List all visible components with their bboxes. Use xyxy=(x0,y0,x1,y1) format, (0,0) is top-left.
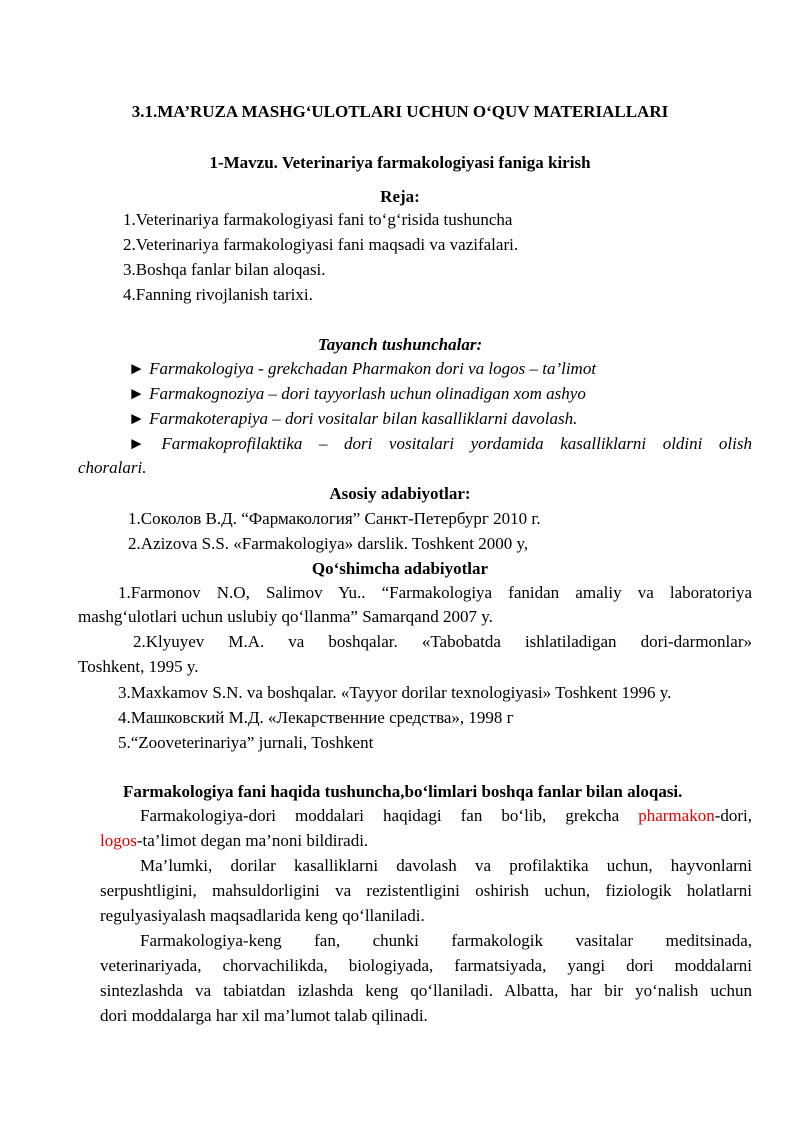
bullet-icon: ► xyxy=(128,434,145,453)
paragraph-line: regulyasiyalash maqsadlarida keng qo‘llaniladi. xyxy=(100,906,425,925)
plan-heading: Reja: xyxy=(380,187,420,206)
concept-item xyxy=(128,382,586,406)
plan-item: 3.Boshqa fanlar bilan aloqasi. xyxy=(123,260,326,279)
main-title: 3.1.MA’RUZA MASHG‘ULOTLARI UCHUN O‘QUV MATERIALLARI xyxy=(131,102,669,121)
literature-item: 2.Klyuyev M.A. va boshqalar. «Tabobatda ishlatiladigan dori-darmonlar» xyxy=(133,632,752,651)
paragraph-line: serpushtligini, mahsuldorligini va rezistentligini oshirish uchun, fiziologik holatlarni xyxy=(100,881,752,900)
concept-item xyxy=(128,432,752,456)
paragraph-line xyxy=(100,829,368,853)
literature-item: 3.Maxkamov S.N. va boshqalar. «Tayyor dorilar texnologiyasi» Toshkent 1996 y. xyxy=(118,683,672,702)
concept-item xyxy=(128,357,596,381)
paragraph-line: dori moddalarga har xil ma’lumot talab qilinadi. xyxy=(100,1006,428,1025)
literature-item: 4.Машковский М.Д. «Лекарственние средства», 1998 г xyxy=(118,708,514,727)
concept-item xyxy=(128,407,577,431)
highlight-term: logos xyxy=(100,831,137,850)
paragraph-text: -dori, xyxy=(714,806,752,825)
literature-item-continuation: mashg‘ulotlari uchun uslubiy qo‘llanma” Samarqand 2007 y. xyxy=(78,607,493,626)
concept-text: Farmakoprofilaktika – dori vositalari yordamida kasalliklarni oldini olish xyxy=(161,434,752,453)
bullet-icon: ► xyxy=(128,384,145,403)
paragraph-line: Ma’lumki, dorilar kasalliklarni davolash va profilaktika uchun, hayvonlarni xyxy=(140,856,752,875)
bullet-icon: ► xyxy=(128,359,145,378)
bullet-icon: ► xyxy=(128,409,145,428)
literature-item: 5.“Zooveterinariya” jurnali, Toshkent xyxy=(118,733,374,752)
literature-item: 2.Azizova S.S. «Farmakologiya» darslik. Toshkent 2000 y, xyxy=(128,534,529,553)
concept-text: Farmakoterapiya – dori vositalar bilan kasalliklarni davolash. xyxy=(149,409,578,428)
paragraph-line: Farmakologiya-keng fan, chunki farmakologik vasitalar meditsinada, xyxy=(140,931,752,950)
highlight-term: pharmakon xyxy=(638,806,715,825)
concept-text: Farmakognoziya – dori tayyorlash uchun olinadigan xom ashyo xyxy=(149,384,586,403)
topic-title: 1-Mavzu. Veterinariya farmakologiyasi faniga kirish xyxy=(209,153,591,172)
paragraph-line xyxy=(140,804,752,828)
main-literature-heading: Asosiy adabiyotlar: xyxy=(329,484,471,503)
plan-item: 1.Veterinariya farmakologiyasi fani to‘g‘risida tushuncha xyxy=(123,210,513,229)
plan-item: 4.Fanning rivojlanish tarixi. xyxy=(123,285,313,304)
key-concepts-heading: Tayanch tushunchalar: xyxy=(317,335,483,354)
paragraph-line: sintezlashda va tabiatdan izlashda keng qo‘llaniladi. Albatta, har bir yo‘nalish uchun xyxy=(100,981,752,1000)
concept-item-continuation: choralari. xyxy=(78,458,147,477)
literature-item-continuation: Toshkent, 1995 y. xyxy=(78,657,199,676)
paragraph-line: veterinariyada, chorvachilikda, biologiyada, farmatsiyada, yangi dori moddalarni xyxy=(100,956,752,975)
literature-item: 1.Farmonov N.O, Salimov Yu.. “Farmakologiya fanidan amaliy va laboratoriya xyxy=(118,583,752,602)
paragraph-text: Farmakologiya-dori moddalari haqidagi fan bo‘lib, grekcha xyxy=(140,806,639,825)
plan-item: 2.Veterinariya farmakologiyasi fani maqsadi va vazifalari. xyxy=(123,235,519,254)
section-heading: Farmakologiya fani haqida tushuncha,bo‘limlari boshqa fanlar bilan aloqasi. xyxy=(123,782,683,801)
extra-literature-heading: Qo‘shimcha adabiyotlar xyxy=(311,559,489,578)
concept-text: Farmakologiya - grekchadan Pharmakon dori va logos – ta’limot xyxy=(149,359,597,378)
literature-item: 1.Соколов В.Д. “Фармакология” Санкт-Петербург 2010 г. xyxy=(128,509,541,528)
paragraph-text: -ta’limot degan ma’noni bildiradi. xyxy=(136,831,369,850)
